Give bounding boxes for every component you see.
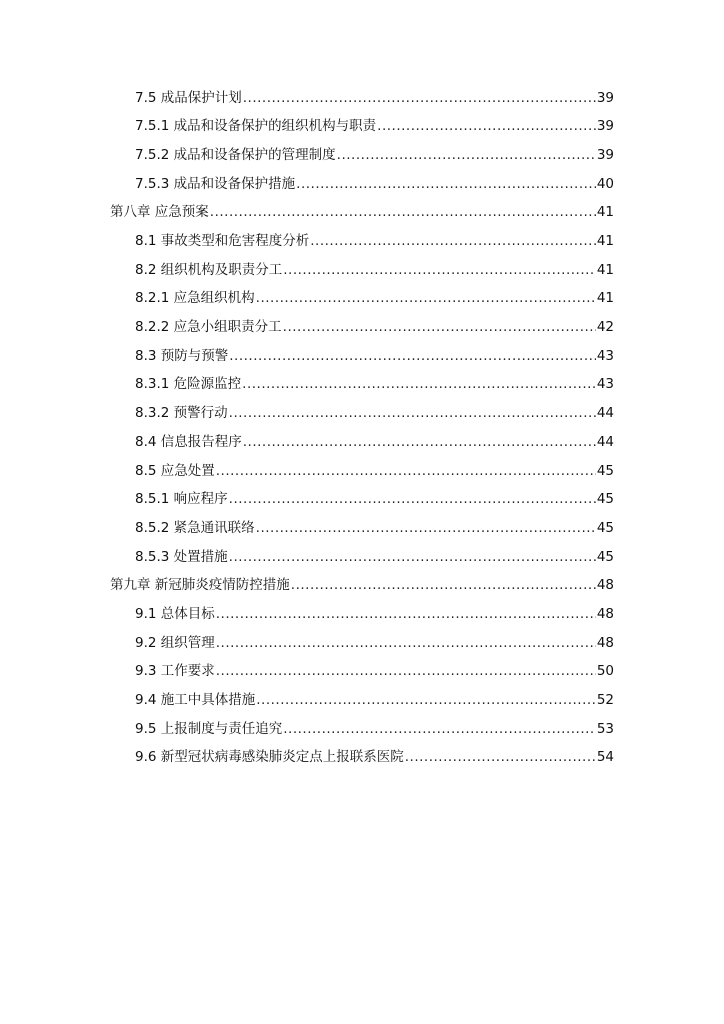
dot-leader	[216, 665, 596, 679]
toc-entry-label: 7.5.2 成品和设备保护的管理制度	[135, 146, 336, 163]
dot-leader	[310, 235, 596, 249]
dot-leader	[229, 407, 596, 421]
toc-entry[interactable]	[0, 371, 724, 400]
dot-leader	[229, 350, 596, 364]
toc-page-number: 42	[596, 319, 614, 336]
toc-entry[interactable]	[0, 543, 724, 572]
toc-entry-label: 8.5.1 响应程序	[135, 491, 228, 508]
dot-leader	[242, 378, 596, 392]
toc-entry-label: 8.2.2 应急小组职责分工	[135, 319, 282, 336]
toc-page-number: 41	[596, 261, 614, 278]
toc-page-number: 39	[596, 89, 614, 106]
dot-leader	[229, 551, 596, 565]
toc-entry-label: 8.5.2 紧急通讯联络	[135, 519, 255, 536]
toc-entry[interactable]	[0, 514, 724, 543]
toc-entry[interactable]	[0, 457, 724, 486]
toc-entry[interactable]	[0, 686, 724, 715]
toc-entry-label: 9.1 总体目标	[135, 605, 215, 622]
toc-entry[interactable]	[0, 428, 724, 457]
toc-entry[interactable]	[0, 629, 724, 658]
toc-entry-label: 7.5.3 成品和设备保护措施	[135, 175, 296, 192]
toc-page-number: 44	[596, 405, 614, 422]
dot-leader	[405, 751, 596, 765]
dot-leader	[256, 522, 596, 536]
dot-leader	[296, 178, 596, 192]
toc-entry-label: 8.2.1 应急组织机构	[135, 290, 255, 307]
toc-page-number: 45	[596, 491, 614, 508]
dot-leader	[210, 206, 596, 220]
dot-leader	[229, 493, 596, 507]
toc-page-number: 41	[596, 204, 614, 221]
toc-entry[interactable]	[0, 84, 724, 113]
toc-entry[interactable]	[0, 600, 724, 629]
toc-entry[interactable]	[0, 141, 724, 170]
toc-page-number: 45	[596, 462, 614, 479]
toc-chapter-label: 第八章 应急预案	[110, 204, 209, 221]
toc-entry-label: 7.5 成品保护计划	[135, 89, 242, 106]
toc-page-number: 41	[596, 290, 614, 307]
toc-entry-label: 8.5.3 处置措施	[135, 548, 228, 565]
toc-entry[interactable]	[0, 486, 724, 515]
toc-entry-label: 9.3 工作要求	[135, 663, 215, 680]
toc-entry-label: 9.4 施工中具体措施	[135, 692, 256, 709]
dot-leader	[216, 465, 596, 479]
toc-entry-label: 8.4 信息报告程序	[135, 433, 242, 450]
toc-page-number: 53	[596, 720, 614, 737]
toc-entry[interactable]	[0, 715, 724, 744]
toc-entry[interactable]	[0, 170, 724, 199]
toc-page-number: 43	[596, 376, 614, 393]
dot-leader	[256, 292, 596, 306]
dot-leader	[283, 723, 596, 737]
toc-entry[interactable]	[0, 744, 724, 773]
toc-page-number: 45	[596, 519, 614, 536]
toc-page-number: 39	[596, 118, 614, 135]
dot-leader	[216, 637, 596, 651]
dot-leader	[291, 579, 596, 593]
toc-chapter-entry[interactable]	[0, 199, 724, 228]
toc-page-number: 48	[596, 605, 614, 622]
toc-entry[interactable]	[0, 256, 724, 285]
toc-entry-label: 8.1 事故类型和危害程度分析	[135, 233, 310, 250]
toc-page-number: 48	[596, 634, 614, 651]
toc-entry[interactable]	[0, 285, 724, 314]
toc-entry[interactable]	[0, 342, 724, 371]
toc-entry-label: 9.6 新型冠状病毒感染肺炎定点上报联系医院	[135, 749, 404, 766]
toc-page-number: 48	[596, 577, 614, 594]
toc-entry[interactable]	[0, 400, 724, 429]
toc-page-number: 45	[596, 548, 614, 565]
toc-page-number: 41	[596, 233, 614, 250]
toc-entry-label: 9.2 组织管理	[135, 634, 215, 651]
toc-entry-label: 8.2 组织机构及职责分工	[135, 261, 283, 278]
toc-page-number: 52	[596, 692, 614, 709]
table-of-contents	[0, 84, 724, 773]
toc-page-number: 54	[596, 749, 614, 766]
toc-page-number: 43	[596, 347, 614, 364]
toc-entry-label: 8.3.2 预警行动	[135, 405, 228, 422]
toc-entry-label: 8.5 应急处置	[135, 462, 215, 479]
toc-chapter-label: 第九章 新冠肺炎疫情防控措施	[110, 577, 290, 594]
toc-entry[interactable]	[0, 314, 724, 343]
toc-page-number: 44	[596, 433, 614, 450]
toc-entry-label: 8.3.1 危险源监控	[135, 376, 242, 393]
toc-entry[interactable]	[0, 658, 724, 687]
toc-page-number: 40	[596, 175, 614, 192]
toc-entry[interactable]	[0, 227, 724, 256]
toc-entry-label: 7.5.1 成品和设备保护的组织机构与职责	[135, 118, 377, 135]
toc-entry-label: 9.5 上报制度与责任追究	[135, 720, 283, 737]
toc-entry[interactable]	[0, 113, 724, 142]
toc-page-number: 39	[596, 146, 614, 163]
toc-page-number: 50	[596, 663, 614, 680]
dot-leader	[256, 694, 596, 708]
dot-leader	[337, 149, 596, 163]
toc-chapter-entry[interactable]	[0, 572, 724, 601]
dot-leader	[216, 608, 596, 622]
toc-entry-label: 8.3 预防与预警	[135, 347, 229, 364]
dot-leader	[377, 120, 596, 134]
dot-leader	[283, 321, 596, 335]
dot-leader	[283, 264, 596, 278]
dot-leader	[243, 92, 596, 106]
dot-leader	[243, 436, 596, 450]
